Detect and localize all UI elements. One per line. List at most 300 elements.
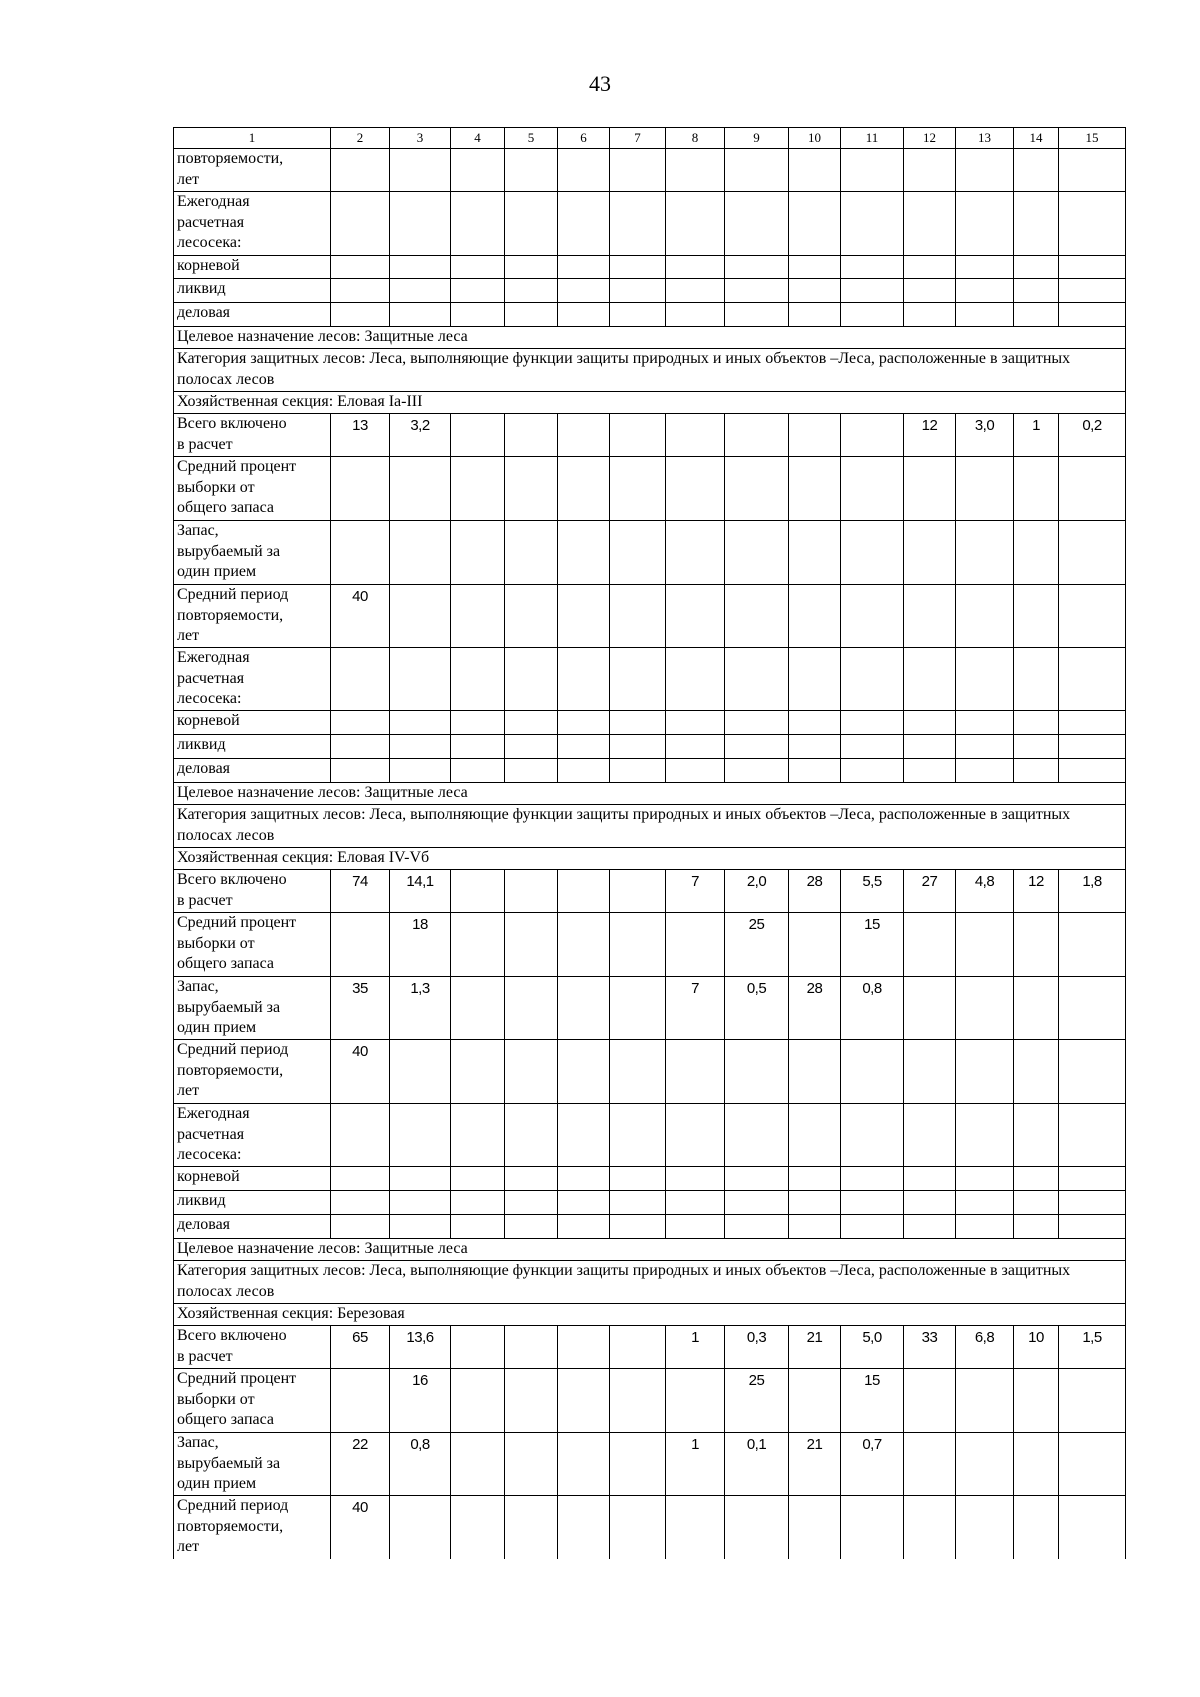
value-cell — [1014, 1369, 1059, 1433]
row-label: Средний период повторяемости, лет — [174, 585, 331, 648]
value-cell: 15 — [841, 913, 904, 977]
value-cell — [1059, 913, 1126, 977]
table-row — [174, 1369, 1126, 1433]
value-cell — [451, 1215, 505, 1239]
value-cell — [331, 457, 390, 521]
value-cell — [505, 414, 558, 457]
value-cell — [789, 256, 841, 279]
value-cell — [610, 279, 666, 303]
value-cell — [956, 1167, 1014, 1191]
value-cell — [789, 149, 841, 192]
value-cell — [451, 1433, 505, 1496]
value-cell — [390, 1104, 451, 1167]
value-cell — [610, 149, 666, 192]
row-label: Всего включено в расчет — [174, 414, 331, 457]
value-cell — [505, 1496, 558, 1559]
value-cell: 40 — [331, 1496, 390, 1559]
value-cell — [666, 256, 725, 279]
table-row — [174, 149, 1126, 192]
value-cell: 25 — [725, 913, 789, 977]
row-label: Запас, вырубаемый за один прием — [174, 977, 331, 1040]
value-cell — [789, 414, 841, 457]
section-text: Целевое назначение лесов: Защитные леса — [174, 327, 1126, 349]
calculation-table — [173, 127, 1126, 1559]
value-cell — [1014, 1215, 1059, 1239]
value-cell — [1059, 711, 1126, 735]
value-cell — [841, 711, 904, 735]
value-cell — [390, 256, 451, 279]
value-cell — [904, 735, 956, 759]
section-text: Хозяйственная секция: Березовая — [174, 1304, 1126, 1326]
value-cell — [956, 1215, 1014, 1239]
column-number: 14 — [1014, 128, 1059, 149]
value-cell — [451, 279, 505, 303]
value-cell — [789, 1104, 841, 1167]
value-cell — [610, 1104, 666, 1167]
value-cell — [558, 1496, 610, 1559]
value-cell — [904, 279, 956, 303]
value-cell: 74 — [331, 870, 390, 913]
value-cell — [789, 1167, 841, 1191]
value-cell: 1,3 — [390, 977, 451, 1040]
value-cell — [956, 192, 1014, 256]
value-cell — [390, 1215, 451, 1239]
value-cell: 15 — [841, 1369, 904, 1433]
value-cell — [505, 648, 558, 711]
value-cell — [331, 711, 390, 735]
value-cell — [666, 149, 725, 192]
value-cell — [904, 1215, 956, 1239]
value-cell: 0,5 — [725, 977, 789, 1040]
section-text: Целевое назначение лесов: Защитные леса — [174, 1239, 1126, 1261]
value-cell: 12 — [904, 414, 956, 457]
table-row — [174, 585, 1126, 648]
value-cell — [390, 1191, 451, 1215]
value-cell — [558, 711, 610, 735]
table-row — [174, 1104, 1126, 1167]
value-cell — [331, 192, 390, 256]
value-cell — [1059, 735, 1126, 759]
value-cell — [558, 1104, 610, 1167]
value-cell — [610, 1167, 666, 1191]
value-cell — [666, 192, 725, 256]
value-cell — [666, 913, 725, 977]
value-cell — [725, 1496, 789, 1559]
value-cell — [956, 521, 1014, 585]
value-cell — [666, 414, 725, 457]
table-row — [174, 1433, 1126, 1496]
value-cell — [666, 1496, 725, 1559]
value-cell — [904, 711, 956, 735]
value-cell: 7 — [666, 977, 725, 1040]
value-cell — [331, 256, 390, 279]
value-cell: 0,1 — [725, 1433, 789, 1496]
value-cell — [666, 585, 725, 648]
value-cell — [904, 977, 956, 1040]
value-cell — [725, 1040, 789, 1104]
table-row — [174, 1167, 1126, 1191]
section-row — [174, 1304, 1126, 1326]
row-label: корневой — [174, 256, 331, 279]
value-cell — [789, 1191, 841, 1215]
value-cell — [331, 521, 390, 585]
value-cell — [904, 149, 956, 192]
value-cell — [904, 648, 956, 711]
value-cell — [1059, 279, 1126, 303]
value-cell — [558, 1167, 610, 1191]
value-cell — [904, 1191, 956, 1215]
value-cell — [390, 192, 451, 256]
column-number: 15 — [1059, 128, 1126, 149]
value-cell — [610, 1215, 666, 1239]
value-cell — [789, 648, 841, 711]
value-cell: 1,8 — [1059, 870, 1126, 913]
section-text: Категория защитных лесов: Леса, выполняющие функции защиты природных и иных объектов –Леса, расположенные в защитных полосах лесов — [174, 349, 1126, 392]
value-cell — [451, 1369, 505, 1433]
value-cell: 16 — [390, 1369, 451, 1433]
value-cell — [558, 279, 610, 303]
value-cell — [390, 1496, 451, 1559]
value-cell — [725, 303, 789, 327]
value-cell — [505, 735, 558, 759]
value-cell — [841, 149, 904, 192]
value-cell — [610, 457, 666, 521]
value-cell — [904, 1040, 956, 1104]
table-row — [174, 648, 1126, 711]
value-cell: 12 — [1014, 870, 1059, 913]
value-cell — [451, 192, 505, 256]
column-number: 3 — [390, 128, 451, 149]
value-cell — [610, 1496, 666, 1559]
section-row — [174, 327, 1126, 349]
value-cell — [1059, 585, 1126, 648]
table-row — [174, 711, 1126, 735]
value-cell — [904, 457, 956, 521]
value-cell — [956, 457, 1014, 521]
value-cell — [789, 279, 841, 303]
value-cell — [331, 759, 390, 783]
value-cell — [666, 521, 725, 585]
value-cell — [725, 585, 789, 648]
value-cell — [1059, 648, 1126, 711]
value-cell — [451, 149, 505, 192]
value-cell — [725, 521, 789, 585]
value-cell — [725, 149, 789, 192]
value-cell — [558, 414, 610, 457]
value-cell — [610, 735, 666, 759]
value-cell — [390, 1040, 451, 1104]
value-cell — [558, 735, 610, 759]
value-cell — [904, 1496, 956, 1559]
value-cell — [725, 1104, 789, 1167]
value-cell: 18 — [390, 913, 451, 977]
value-cell — [956, 1040, 1014, 1104]
column-number: 5 — [505, 128, 558, 149]
row-label: Ежегодная расчетная лесосека: — [174, 1104, 331, 1167]
value-cell — [1014, 521, 1059, 585]
value-cell — [390, 149, 451, 192]
value-cell — [451, 913, 505, 977]
value-cell — [610, 648, 666, 711]
value-cell — [610, 192, 666, 256]
value-cell: 33 — [904, 1326, 956, 1369]
value-cell — [451, 414, 505, 457]
value-cell — [956, 585, 1014, 648]
value-cell — [331, 1215, 390, 1239]
value-cell — [451, 648, 505, 711]
value-cell — [956, 149, 1014, 192]
value-cell — [505, 1326, 558, 1369]
value-cell — [451, 759, 505, 783]
value-cell — [841, 414, 904, 457]
value-cell — [1059, 1040, 1126, 1104]
value-cell — [1059, 457, 1126, 521]
page-number: 43 — [589, 71, 611, 96]
header-row — [174, 128, 1126, 149]
value-cell — [1059, 977, 1126, 1040]
section-text: Категория защитных лесов: Леса, выполняющие функции защиты природных и иных объектов –Леса, расположенные в защитных полосах лесов — [174, 805, 1126, 848]
value-cell: 40 — [331, 1040, 390, 1104]
row-label: Всего включено в расчет — [174, 1326, 331, 1369]
value-cell — [789, 521, 841, 585]
value-cell: 0,7 — [841, 1433, 904, 1496]
row-label: Средний процент выборки от общего запаса — [174, 913, 331, 977]
value-cell — [904, 256, 956, 279]
value-cell — [558, 303, 610, 327]
value-cell — [390, 457, 451, 521]
value-cell — [390, 521, 451, 585]
value-cell — [725, 735, 789, 759]
value-cell: 10 — [1014, 1326, 1059, 1369]
value-cell — [841, 648, 904, 711]
value-cell — [331, 735, 390, 759]
row-label: корневой — [174, 711, 331, 735]
value-cell — [841, 256, 904, 279]
table-row — [174, 192, 1126, 256]
column-number: 1 — [174, 128, 331, 149]
value-cell — [558, 256, 610, 279]
value-cell — [558, 759, 610, 783]
value-cell — [1014, 735, 1059, 759]
value-cell — [558, 648, 610, 711]
value-cell — [1059, 192, 1126, 256]
value-cell — [505, 457, 558, 521]
value-cell — [789, 1040, 841, 1104]
value-cell — [904, 192, 956, 256]
value-cell — [451, 1104, 505, 1167]
row-label: ликвид — [174, 735, 331, 759]
value-cell — [1014, 256, 1059, 279]
value-cell — [610, 1369, 666, 1433]
value-cell — [789, 1496, 841, 1559]
value-cell — [841, 1104, 904, 1167]
value-cell — [666, 711, 725, 735]
value-cell — [1059, 1167, 1126, 1191]
value-cell — [451, 1040, 505, 1104]
value-cell — [1059, 1433, 1126, 1496]
value-cell — [904, 303, 956, 327]
value-cell — [505, 1433, 558, 1496]
value-cell: 14,1 — [390, 870, 451, 913]
value-cell — [451, 1496, 505, 1559]
value-cell: 1 — [666, 1326, 725, 1369]
value-cell — [451, 256, 505, 279]
value-cell — [666, 457, 725, 521]
value-cell — [904, 1104, 956, 1167]
row-label: ликвид — [174, 1191, 331, 1215]
value-cell — [451, 521, 505, 585]
value-cell — [331, 1104, 390, 1167]
value-cell — [610, 913, 666, 977]
value-cell — [666, 279, 725, 303]
value-cell — [666, 1369, 725, 1433]
column-number: 7 — [610, 128, 666, 149]
value-cell — [331, 913, 390, 977]
value-cell — [505, 256, 558, 279]
table-row — [174, 256, 1126, 279]
value-cell — [390, 759, 451, 783]
value-cell — [841, 1496, 904, 1559]
value-cell — [451, 977, 505, 1040]
value-cell — [666, 1167, 725, 1191]
value-cell — [558, 457, 610, 521]
value-cell — [1059, 1215, 1126, 1239]
row-label: Средний период повторяемости, лет — [174, 1040, 331, 1104]
value-cell — [451, 870, 505, 913]
value-cell — [789, 735, 841, 759]
value-cell — [558, 1215, 610, 1239]
value-cell — [1014, 648, 1059, 711]
value-cell — [331, 149, 390, 192]
value-cell — [666, 1191, 725, 1215]
value-cell: 65 — [331, 1326, 390, 1369]
section-row — [174, 805, 1126, 848]
value-cell — [904, 1369, 956, 1433]
value-cell — [610, 414, 666, 457]
value-cell — [558, 913, 610, 977]
value-cell — [505, 870, 558, 913]
value-cell — [841, 521, 904, 585]
value-cell — [841, 759, 904, 783]
value-cell: 7 — [666, 870, 725, 913]
value-cell — [451, 457, 505, 521]
value-cell — [1014, 711, 1059, 735]
value-cell — [956, 759, 1014, 783]
table-row — [174, 759, 1126, 783]
row-label: Ежегодная расчетная лесосека: — [174, 648, 331, 711]
value-cell: 28 — [789, 977, 841, 1040]
value-cell: 35 — [331, 977, 390, 1040]
value-cell — [904, 1167, 956, 1191]
value-cell: 13,6 — [390, 1326, 451, 1369]
value-cell — [789, 1369, 841, 1433]
value-cell — [390, 1167, 451, 1191]
table-row — [174, 521, 1126, 585]
value-cell — [725, 1191, 789, 1215]
row-label: повторяемости, лет — [174, 149, 331, 192]
section-row — [174, 392, 1126, 414]
table-row — [174, 1496, 1126, 1559]
column-number: 12 — [904, 128, 956, 149]
value-cell — [841, 279, 904, 303]
value-cell — [1014, 1191, 1059, 1215]
value-cell: 1 — [666, 1433, 725, 1496]
table-row — [174, 1215, 1126, 1239]
value-cell — [390, 585, 451, 648]
value-cell — [789, 759, 841, 783]
value-cell: 0,3 — [725, 1326, 789, 1369]
column-number: 13 — [956, 128, 1014, 149]
value-cell: 21 — [789, 1433, 841, 1496]
value-cell — [390, 735, 451, 759]
value-cell — [725, 759, 789, 783]
value-cell: 1,5 — [1059, 1326, 1126, 1369]
value-cell — [789, 192, 841, 256]
value-cell — [1059, 521, 1126, 585]
table-row — [174, 1040, 1126, 1104]
value-cell — [331, 303, 390, 327]
value-cell — [1014, 1496, 1059, 1559]
value-cell — [558, 1040, 610, 1104]
value-cell — [1014, 192, 1059, 256]
value-cell — [789, 1215, 841, 1239]
table-row — [174, 1191, 1126, 1215]
value-cell — [558, 870, 610, 913]
value-cell — [331, 1191, 390, 1215]
table-row — [174, 303, 1126, 327]
value-cell — [841, 1167, 904, 1191]
value-cell — [558, 1433, 610, 1496]
value-cell — [789, 303, 841, 327]
value-cell — [789, 457, 841, 521]
value-cell — [956, 256, 1014, 279]
value-cell — [666, 648, 725, 711]
value-cell — [841, 457, 904, 521]
value-cell — [1014, 977, 1059, 1040]
value-cell — [1014, 913, 1059, 977]
value-cell — [725, 457, 789, 521]
value-cell — [841, 192, 904, 256]
section-row — [174, 1239, 1126, 1261]
value-cell — [505, 192, 558, 256]
section-row — [174, 848, 1126, 870]
value-cell — [666, 1040, 725, 1104]
section-row — [174, 349, 1126, 392]
value-cell — [610, 521, 666, 585]
value-cell — [841, 303, 904, 327]
value-cell — [451, 303, 505, 327]
value-cell — [725, 192, 789, 256]
value-cell — [1059, 149, 1126, 192]
row-label: Запас, вырубаемый за один прием — [174, 1433, 331, 1496]
value-cell — [610, 1433, 666, 1496]
value-cell — [558, 585, 610, 648]
value-cell — [1059, 1104, 1126, 1167]
value-cell — [956, 1104, 1014, 1167]
value-cell: 40 — [331, 585, 390, 648]
value-cell: 3,0 — [956, 414, 1014, 457]
value-cell — [505, 303, 558, 327]
value-cell — [451, 735, 505, 759]
value-cell — [841, 1040, 904, 1104]
value-cell — [789, 913, 841, 977]
value-cell — [390, 303, 451, 327]
value-cell — [956, 1433, 1014, 1496]
value-cell: 25 — [725, 1369, 789, 1433]
row-label: корневой — [174, 1167, 331, 1191]
value-cell — [505, 149, 558, 192]
row-label: ликвид — [174, 279, 331, 303]
